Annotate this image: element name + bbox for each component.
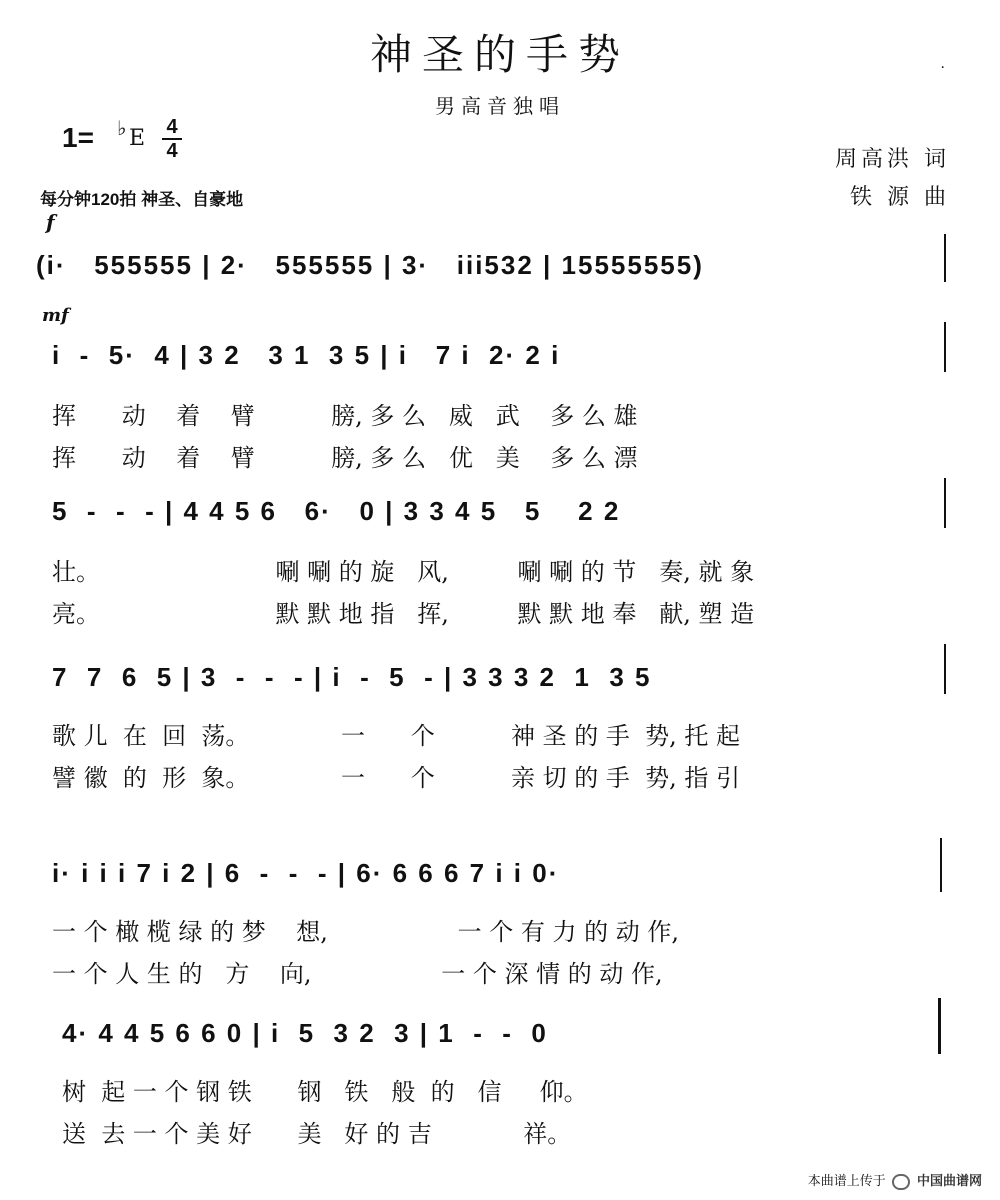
notation-row-intro: (i· 555555 | 2· 555555 | 3· iii532 | 15555555)	[36, 250, 704, 280]
song-title: 神圣的手势	[369, 30, 630, 79]
footer-site[interactable]: 中国曲谱网	[916, 1173, 982, 1189]
lyricist-credit: 周高洪 词	[835, 147, 950, 172]
song-subtitle: 男高音独唱	[435, 94, 565, 118]
key-label: 1=	[62, 122, 94, 153]
tempo-marking: 每分钟120拍 神圣、自豪地	[40, 190, 244, 209]
lyric-row-5-verse-2: 送 去 一 个 美 好 美 好 的 吉 祥。	[62, 1120, 572, 1148]
time-signature	[162, 116, 182, 162]
key-signature	[62, 116, 178, 162]
barline	[944, 644, 946, 694]
margin-mark: ·	[940, 60, 945, 76]
final-barline	[938, 998, 941, 1054]
site-logo-icon	[892, 1174, 910, 1190]
key-note: E	[129, 126, 146, 151]
notation-row-4: i· i i i 7 i 2 | 6 - - - | 6· 6 6 6 7 i i 0·	[52, 858, 560, 888]
lyric-row-4-verse-2: 一 个 人 生 的 方 向, 一 个 深 情 的 动 作,	[52, 960, 663, 988]
notation-row-5: 4· 4 4 5 6 6 0 | i 5 3 2 3 | 1 - - 0	[62, 1018, 548, 1048]
lyric-row-4-verse-1: 一 个 橄 榄 绿 的 梦 想, 一 个 有 力 的 动 作,	[52, 918, 680, 946]
composer-credit: 铁 源 曲	[850, 185, 950, 210]
lyric-row-3-verse-2: 譬 徽 的 形 象。 一 个 亲 切 的 手 势, 指 引	[52, 764, 741, 792]
lyric-row-3-verse-1: 歌 儿 在 回 荡。 一 个 神 圣 的 手 势, 托 起	[52, 722, 741, 750]
time-top: 4	[166, 116, 178, 138]
barline	[940, 838, 942, 892]
lyric-row-1-verse-1: 挥 动 着 臂 膀, 多 么 威 武 多 么 雄	[52, 402, 638, 430]
footer-credit	[808, 1170, 982, 1190]
dynamic-forte: f	[46, 210, 55, 234]
barline	[944, 322, 946, 372]
lyric-row-1-verse-2: 挥 动 着 臂 膀, 多 么 优 美 多 么 漂	[52, 444, 638, 472]
footer-prefix: 本曲谱上传于	[807, 1173, 886, 1189]
notation-row-1: i - 5· 4 | 3 2 3 1 3 5 | i 7 i 2· 2 i	[52, 340, 561, 370]
lyric-row-2-verse-1: 壮。 唰 唰 的 旋 风, 唰 唰 的 节 奏, 就 象	[52, 558, 755, 586]
barline	[944, 234, 946, 282]
notation-row-3: 7 7 6 5 | 3 - - - | i - 5 - | 3 3 3 2 1 3 5	[52, 662, 652, 692]
lyric-row-2-verse-2: 亮。 默 默 地 指 挥, 默 默 地 奉 献, 塑 造	[52, 600, 755, 628]
time-bottom: 4	[162, 138, 182, 162]
lyric-row-5-verse-1: 树 起 一 个 钢 铁 钢 铁 般 的 信 仰。	[62, 1078, 588, 1106]
notation-row-2: 5 - - - | 4 4 5 6 6· 0 | 3 3 4 5 5 2 2	[52, 496, 621, 526]
flat-sign: ♭	[117, 116, 127, 140]
dynamic-mezzo-forte: mf	[42, 305, 69, 326]
barline	[944, 478, 946, 528]
